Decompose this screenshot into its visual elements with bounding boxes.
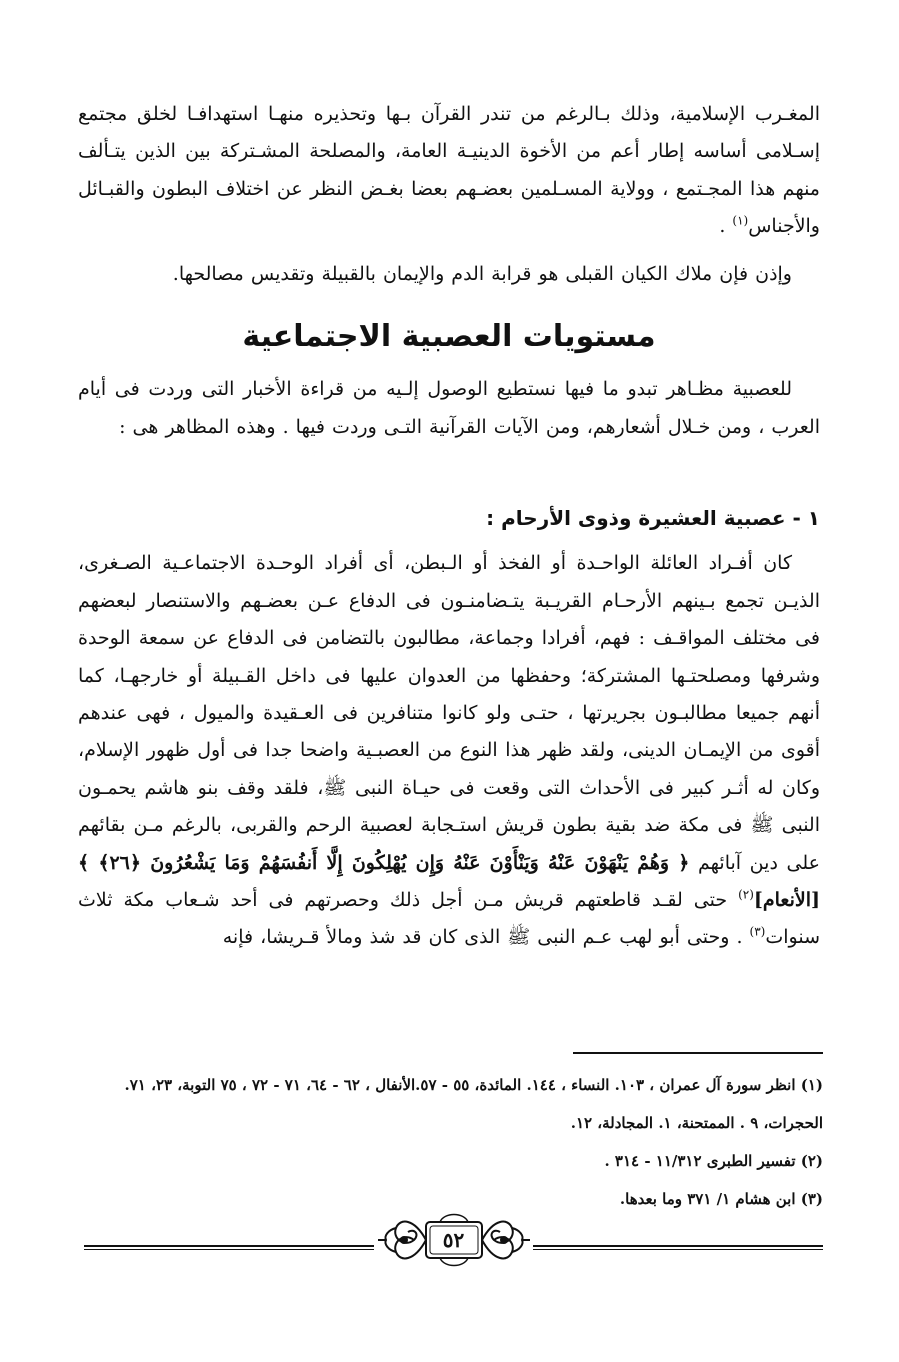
section-intro-paragraph: للعصبية مظـاهر تبدو ما فيها نستطيع الوصول إلـيه من قراءة الأخبار التى وردت فى أيام العرب ، ومن خـلال أشعارهم، ومن الآيات القرآنية التـى وردت فيها . وهذه المظاهر هى :	[78, 378, 820, 438]
intro-text: المغـرب الإسلامية، وذلك بـالرغم من تندر القرآن بـها وتحذيره منهـا استهدافـا لخلق مجتمع إسـلامى أساسه إطار أعم من الأخوة الدينيـة العامة، والمصلحة المشـتركة بين الذين يتـألف منهم هذا المجـتمع ، وولاية المسـلمين بعضـهم بعضا بغـض النظر عن اختلاف البطون والقبـائل والأجناس	[78, 103, 820, 238]
page-number: ٥٢	[442, 1228, 465, 1252]
footnote-3: (٣) ابن هشام ١/ ٣٧١ وما بعدها.	[619, 1190, 823, 1208]
footnotes	[78, 1066, 823, 1218]
footer-rule-right	[533, 1245, 823, 1247]
intro-block	[78, 96, 820, 246]
footer-rule-left-thin	[84, 1249, 374, 1250]
footnote-2: (٢) تفسير الطبرى ١١/٣١٢ - ٣١٤ .	[604, 1152, 823, 1170]
footnote-ref-2: (٢)	[738, 887, 754, 902]
conclusion-paragraph: وإذن فإن ملاك الكيان القبلى هو قرابة الدم والإيمان بالقبيلة وتقديس مصالحها.	[172, 263, 792, 285]
footer-rule-left	[84, 1245, 374, 1247]
body-text: كان أفـراد العائلة الواحـدة أو الفخذ أو الـبطن، أى أفراد الوحـدة الاجتماعـية الصـغرى، الذيـن تجمع بـينهم الأرحـام القريـبة يتـضامنـون فى الدفاع عـن بعضـهم والاستنصار لبعضهم فى مختلف المواقـف : فهم، أفرادا وجماعة، مطالبون بالتضامن فى الدفاع عن سمعة الوحدة وشرفها ومصلحتـها المشتركة؛ وحفظها من العدوان عليها فى داخل القـبيلة أو خارجهـا، كما أنهم جميعا مطالبـون بجريرتها ، حتـى ولو كانوا متنافرين فى العـقيدة والميول ، فهى عندهم أقوى من الإيمـان الدينى، ولقد ظهر هذا النوع من العصبـية واضحا جدا فى أول ظهور الإسلام، وكان له أثـر كبير فى الأحداث التى وقعت فى حيـاة النبى ﷺ، فلقد وقف بنو هاشم يحمـون النبى ﷺ فى مكة ضد بقية بطون قريش استـجابة لعصبية الرحم والقربى، بالرغم مـن بقائهم على دين آبائهم	[78, 552, 820, 874]
footnote-1: (١) انظر سورة آل عمران ، ١٠٣. النساء ، ١٤٤. المائدة، ٥٥ - ٥٧.الأنفال ، ٦٢ - ٦٤، ٧١ - ٧٢ ، ٧٥ التوبة، ٢٣، ٧١. الحجرات، ٩ . الممتحنة، ١. المجادلة، ١٢.	[124, 1076, 823, 1132]
body-text-3: . وحتى أبو لهب عـم النبى ﷺ الذى كان قد شذ ومالأ قـريشا، فإنه	[222, 926, 743, 949]
intro-end: .	[719, 215, 726, 238]
body-text-2: حتى لقـد قاطعتهم قريش مـن أجل ذلك وحصرتهم فى أحد شـعاب مكة ثلاث سنوات	[78, 889, 820, 949]
page-body	[78, 96, 820, 957]
body-paragraph	[78, 545, 820, 956]
page-footer	[84, 1208, 823, 1272]
section-title: مستويات العصبية الاجتماعية	[242, 319, 656, 355]
footnote-ref-3: (٣)	[749, 925, 766, 940]
intro-paragraph	[78, 96, 820, 246]
section-intro-block	[78, 371, 820, 483]
body-block	[78, 545, 820, 956]
footnote-divider	[573, 1052, 823, 1054]
footer-rule-right-thin	[533, 1249, 823, 1250]
quran-verse: ﴿ وَهُمْ يَنْهَوْنَ عَنْهُ وَيَنْأَوْنَ عَنْهُ وَإِن يُهْلِكُونَ إِلَّا أَنفُسَهُمْ وَمَا يَشْعُرُونَ ﴿٢٦﴾ ﴾	[78, 851, 690, 874]
conclusion-block	[78, 256, 820, 293]
surah-reference: [الأنعام]	[753, 889, 820, 912]
footnote-ref-1: (١)	[732, 213, 749, 228]
subsection-title: ١ - عصبية العشيرة وذوى الأرحام :	[486, 506, 820, 531]
